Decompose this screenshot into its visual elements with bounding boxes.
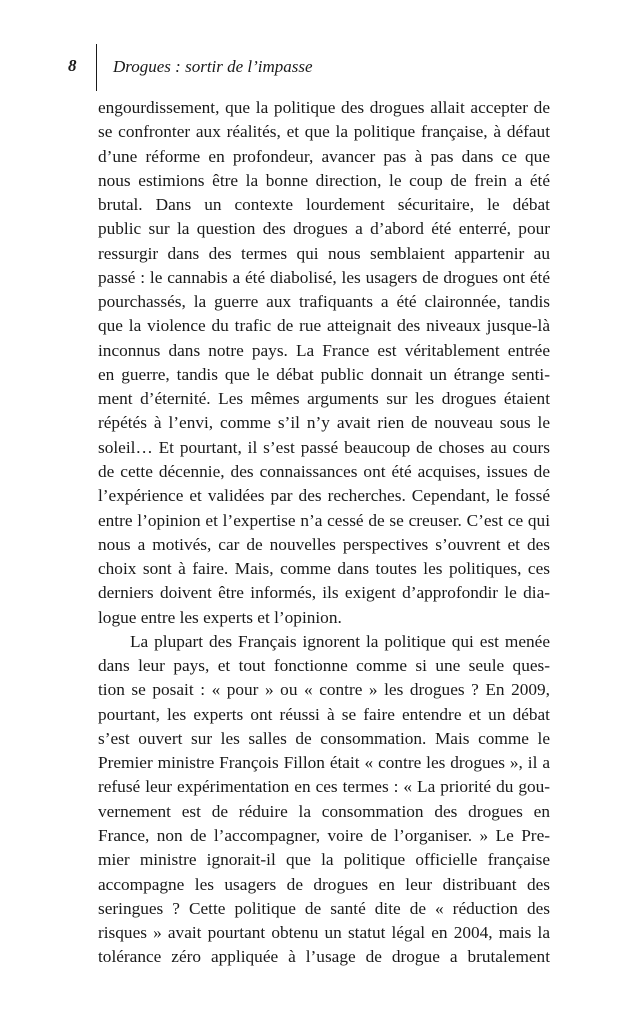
text-line: répétés à l’envi, comme s’il n’y avait rien de nouveau sous le (98, 413, 550, 433)
text-line: que la violence du trafic de rue atteignait des niveaux jusque-là (98, 316, 550, 336)
text-line: mier ministre ignorait-il que la politique officielle française (98, 850, 550, 870)
text-line: derniers doivent être informés, ils exigent d’approfondir le dia- (98, 583, 550, 603)
text-line: s’est ouvert sur les salles de consommation. Mais comme le (98, 728, 550, 748)
text-line: vernement est de réduire la consommation des drogues en (98, 801, 550, 821)
text-line: inconnus dans notre pays. La France est véritablement entrée (98, 340, 550, 360)
header-divider (96, 44, 97, 91)
body-text (98, 96, 550, 970)
text-line: soleil… Et pourtant, il s’est passé beaucoup de choses au cours (98, 437, 550, 457)
text-line: public sur la question des drogues a d’abord été enterré, pour (98, 219, 550, 239)
page-number: 8 (68, 56, 77, 75)
text-line: de cette décennie, des connaissances ont été acquises, issues de (98, 461, 550, 481)
text-line: risques » avait pourtant obtenu un statut légal en 2004, mais la (98, 923, 550, 943)
text-line: choix sont à faire. Mais, comme dans toutes les politiques, ces (98, 559, 550, 579)
text-line: refusé leur expérimentation en ces termes : « La priorité du gou- (98, 777, 550, 797)
text-line: pourchassés, la guerre aux trafiquants a été claironnée, tandis (98, 292, 550, 312)
text-line: d’une réforme en profondeur, avancer pas à pas dans ce que (98, 146, 550, 166)
text-line: se confronter aux réalités, et que la politique française, à défaut (98, 122, 550, 142)
text-line: nous estimions être la bonne direction, le coup de frein a été (98, 170, 550, 190)
text-line: l’expérience et validées par des recherches. Cependant, le fossé (98, 486, 550, 506)
text-line: logue entre les experts et l’opinion. (98, 607, 342, 627)
text-line: ressurgir dans des termes qui nous semblaient appartenir au (98, 243, 550, 263)
text-line: nous a motivés, car de nouvelles perspectives s’ouvrent et des (98, 534, 550, 554)
text-line: en guerre, tandis que le débat public donnait un étrange senti- (98, 364, 550, 384)
text-line: ment d’éternité. Les mêmes arguments sur les drogues étaient (98, 389, 550, 409)
text-line: accompagne les usagers de drogues en leur distribuant des (98, 874, 550, 894)
running-title: Drogues : sortir de l’impasse (113, 57, 313, 76)
text-line: seringues ? Cette politique de santé dite de « réduction des (98, 898, 550, 918)
text-line: passé : le cannabis a été diabolisé, les usagers de drogues ont été (98, 267, 550, 287)
text-line: France, non de l’accompagner, voire de l’organiser. » Le Pre- (98, 825, 550, 845)
text-line: La plupart des Français ignorent la politique qui est menée (130, 631, 550, 651)
text-line: dans leur pays, et tout fonctionne comme si une seule ques- (98, 656, 550, 676)
text-line: brutal. Dans un contexte lourdement sécuritaire, le débat (98, 195, 550, 215)
text-line: tion se posait : « pour » ou « contre » les drogues ? En 2009, (98, 680, 550, 700)
text-line: pourtant, les experts ont réussi à se faire entendre et un débat (98, 704, 550, 724)
text-line: Premier ministre François Fillon était « contre les drogues », il a (98, 753, 550, 773)
text-line: engourdissement, que la politique des drogues allait accepter de (98, 98, 550, 117)
text-line: tolérance zéro appliquée à l’usage de drogue a brutalement (98, 947, 550, 967)
text-line: entre l’opinion et l’expertise n’a cessé de se creuser. C’est ce qui (98, 510, 550, 530)
